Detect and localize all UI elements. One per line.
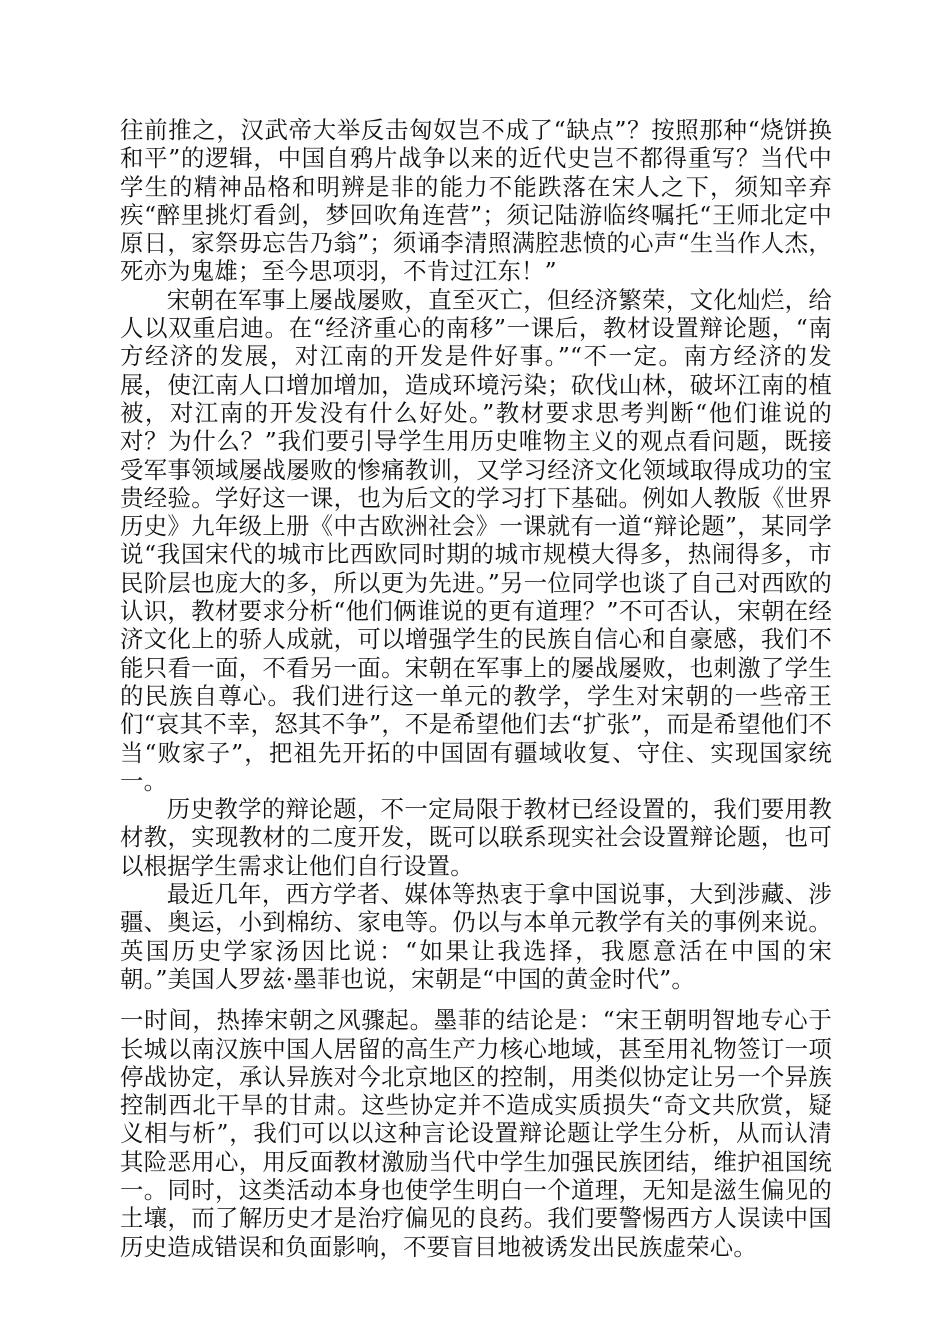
paragraph-western-scholars: 最近几年，西方学者、媒体等热衷于拿中国说事，大到涉藏、涉疆、奥运，小到棉纺、家电等。仍以与本单元教学有关的事例来说。英国历史学家汤因比说：“如果让我选择，我愿意活在中国的宋朝。”美国人罗兹·墨菲也说，宋朝是“中国的黄金时代”。: [120, 880, 832, 993]
paragraph-song-military-economy: 宋朝在军事上屡战屡败，直至灭亡，但经济繁荣，文化灿烂，给人以双重启迪。在“经济重心的南移”一课后，教材设置辩论题，“南方经济的发展，对江南的开发是件好事。”“不一定。南方经济的发展，使江南人口增加增加，造成环境污染；砍伐山林，破坏江南的植被，对江南的开发没有什么好处。”教材要求思考判断“他们谁说的对？为什么？”我们要引导学生用历史唯物主义的观点看问题，既接受军事领域屡战屡败的惨痛教训，又学习经济文化领域取得成功的宝贵经验。学好这一课，也为后文的学习打下基础。例如人教版《世界历史》九年级上册《中古欧洲社会》一课就有一道“辩论题”，某同学说“我国宋代的城市比西欧同时期的城市规模大得多，热闹得多，市民阶层也庞大的多，所以更为先进。”另一位同学也谈了自己对西欧的认识，教材要求分析“他们俩谁说的更有道理？”不可否认，宋朝在经济文化上的骄人成就，可以增强学生的民族自信心和自豪感，我们不能只看一面，不看另一面。宋朝在军事上的屡战屡败，也刺激了学生的民族自尊心。我们进行这一单元的教学，学生对宋朝的一些帝王们“哀其不幸，怒其不争”，不是希望他们去“扩张”，而是希望他们不当“败家子”，把祖先开拓的中国固有疆域收复、守住、实现国家统一。: [120, 285, 832, 795]
document-body: [120, 116, 832, 1261]
paragraph-continuation: 往前推之，汉武帝大举反击匈奴岂不成了“缺点”？按照那种“烧饼换和平”的逻辑，中国自鸦片战争以来的近代史岂不都得重写？当代中学生的精神品格和明辨是非的能力不能跌落在宋人之下，须知辛弃疾“醉里挑灯看剑，梦回吹角连营”；须记陆游临终嘱托“王师北定中原日，家祭毋忘告乃翁”；须诵李清照满腔悲愤的心声“生当作人杰，死亦为鬼雄；至今思项羽，不肯过江东！”: [120, 116, 832, 286]
paragraph-debate-topics: 历史教学的辩论题，不一定局限于教材已经设置的，我们要用教材教，实现教材的二度开发，既可以联系现实社会设置辩论题，也可以根据学生需求让他们自行设置。: [120, 795, 832, 880]
paragraph-murphy-conclusion: 一时间，热捧宋朝之风骤起。墨菲的结论是：“宋王朝明智地专心于长城以南汉族中国人居留的高生产力核心地域，甚至用礼物签订一项停战协定，承认异族对今北京地区的控制，用类似协定让另一个异族控制西北干旱的甘肃。这些协定并不造成实质损失“奇文共欣赏，疑义相与析”，我们可以以这种言论设置辩论题让学生分析，从而认清其险恶用心，用反面教材激励当代中学生加强民族团结，维护祖国统一。同时，这类活动本身也使学生明白一个道理，无知是滋生偏见的土壤，而了解历史才是治疗偏见的良药。我们要警惕西方人误读中国历史造成错误和负面影响，不要盲目地被诱发出民族虚荣心。: [120, 1006, 832, 1261]
